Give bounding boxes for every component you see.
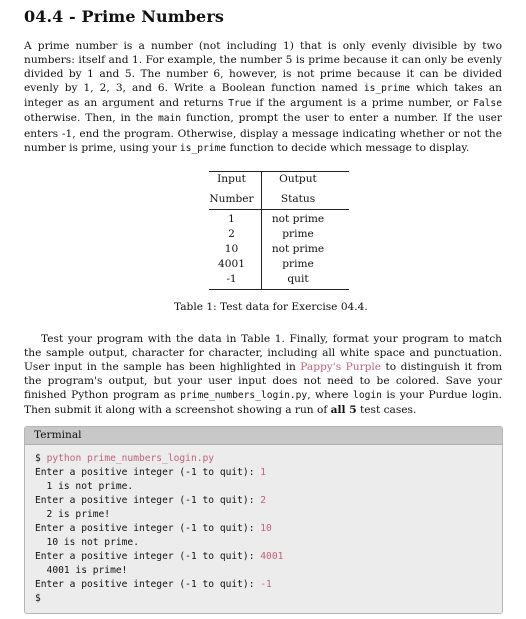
result-line: 10 is not prime. (35, 537, 139, 548)
table-cell-output: not prime (271, 213, 325, 225)
intro-text: which takes an integer as an argument and returns (24, 82, 502, 110)
user-input: 4001 (260, 551, 284, 562)
table-cell-input: 4001 (218, 258, 245, 270)
table-caption: Table 1: Test data for Exercise 04.4. (174, 301, 368, 313)
header-status: Status (280, 193, 316, 205)
input-prompt: Enter a positive integer (-1 to quit): (35, 495, 261, 506)
code-filename: prime_numbers_login.py (180, 390, 308, 402)
user-input: 10 (260, 523, 272, 534)
code-false: False (473, 98, 502, 110)
shell-prompt-end: $ (35, 593, 41, 604)
code-is-prime: is_prime (179, 142, 227, 154)
table-cell-input: 2 (228, 228, 235, 240)
intro-text: if the argument is a prime number, or (251, 97, 474, 110)
input-prompt: Enter a positive integer (-1 to quit): (35, 551, 261, 562)
user-input: -1 (260, 579, 272, 590)
table-column-divider (261, 171, 262, 289)
code-login: login (353, 390, 382, 402)
intro-paragraph (24, 39, 502, 156)
intro-text: A prime number is a number (not including 1) that is only evenly divisible by two numbers: itself and 1. For example, the number 5 is prime because it can only be evenly divided by 1 and 5. The number 6, however, is not prime because it can be divided evenly by 1, 2, 3, and 6. Write a Boolean function named (24, 40, 502, 95)
intro-text: function, prompt the user to enter a number. If the user enters -1, end the program. Otherwise, display a message indicating whether or not the number is prime, using your (24, 112, 502, 154)
pappys-purple-text: Pappy's Purple (300, 361, 382, 374)
instructions-text: is your Purdue login. Then submit it along with a screenshot showing a run of (24, 389, 502, 417)
input-prompt: Enter a positive integer (-1 to quit): (35, 579, 261, 590)
instructions-text: , where (307, 389, 354, 402)
terminal-output (25, 445, 502, 606)
shell-prompt: $ (35, 453, 41, 464)
table-cell-output: quit (287, 273, 309, 285)
code-main: main (157, 113, 182, 125)
user-input: 1 (260, 467, 267, 478)
instructions-paragraph (24, 332, 502, 418)
intro-text: function to decide which message to display. (226, 141, 470, 154)
table-cell-input: 10 (224, 243, 239, 255)
terminal-box (24, 426, 503, 614)
result-line: 4001 is prime! (35, 565, 128, 576)
input-prompt: Enter a positive integer (-1 to quit): (35, 467, 261, 478)
table-cell-output: prime (282, 258, 314, 270)
terminal-title: Terminal (25, 427, 502, 445)
header-input: Input (217, 173, 246, 185)
table-cell-input: -1 (226, 273, 237, 285)
user-input: 2 (260, 495, 267, 506)
table-cell-output: prime (282, 228, 314, 240)
page-title: 04.4 - Prime Numbers (24, 7, 224, 26)
intro-text: otherwise. Then, in the (24, 112, 158, 125)
instructions-text: Test your program with the data in Table 1. Finally, format your program to match the sample output, character for character, including all white space and punctuation. User input in the sample has been highlighted in (24, 333, 502, 374)
code-true: True (228, 98, 252, 110)
terminal-command: python prime_numbers_login.py (46, 453, 215, 464)
table-cell-input: 1 (228, 213, 235, 225)
result-line: 1 is not prime. (35, 481, 134, 492)
table-cell-output: not prime (271, 243, 325, 255)
instructions-text: to distinguish it from the program's output, but your user input does not need to be colored. Save your finished Python program as (24, 361, 502, 402)
header-output: Output (279, 173, 317, 185)
bold-all-5: all 5 (330, 404, 357, 417)
result-line: 2 is prime! (35, 509, 111, 520)
header-number: Number (209, 193, 254, 205)
code-is-prime: is_prime (363, 83, 411, 95)
instructions-text: test cases. (356, 404, 417, 417)
input-prompt: Enter a positive integer (-1 to quit): (35, 523, 261, 534)
